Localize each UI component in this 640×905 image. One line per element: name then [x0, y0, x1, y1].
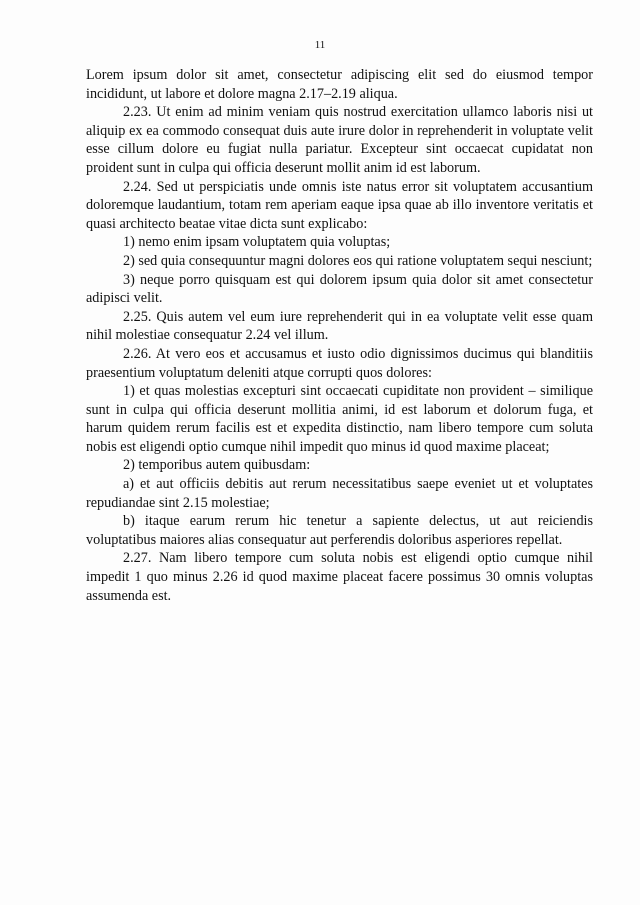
paragraph: Lorem ipsum dolor sit amet, consectetur adipiscing elit sed do eiusmod tempor incididunt, ut labore et dolore magna 2.17–2.19 aliqua.: [86, 67, 593, 102]
paragraph: 2.27. Nam libero tempore cum soluta nobis est eligendi optio cumque nihil impedit 1 quo minus 2.26 id quod maxime placeat facere possimus 30 omnis voluptas assumenda est.: [86, 550, 593, 604]
paragraph: b) itaque earum rerum hic tenetur a sapiente delectus, ut aut reiciendis voluptatibus maiores alias consequatur aut perferendis doloribus asperiores repellat.: [86, 513, 593, 548]
paragraph: 1) et quas molestias excepturi sint occaecati cupiditate non provident – similique sunt in culpa qui officia deserunt mollitia animi, id est laborum et dolorum fuga, et harum quidem rerum facilis est et expedita distinctio, nam libero tempore cum soluta nobis est eligendi optio cumque nihil impedit quo minus id quod maxime placeat;: [86, 383, 593, 455]
paragraph: a) et aut officiis debitis aut rerum necessitatibus saepe eveniet ut et voluptates repudiandae sint 2.15 molestiae;: [86, 476, 593, 511]
document-body: [86, 66, 593, 605]
paragraph: 2) sed quia consequuntur magni dolores eos qui ratione voluptatem sequi nesciunt;: [123, 252, 593, 269]
paragraph: 2) temporibus autem quibusdam:: [123, 457, 311, 474]
paragraph: 1) nemo enim ipsam voluptatem quia voluptas;: [123, 234, 391, 251]
paragraph: 2.26. At vero eos et accusamus et iusto odio dignissimos ducimus qui blanditiis praesentium voluptatum deleniti atque corrupti quos dolores:: [86, 345, 593, 381]
paragraph: 3) neque porro quisquam est qui dolorem ipsum quia dolor sit amet consectetur adipisci velit.: [86, 271, 593, 307]
paragraph: 2.24. Sed ut perspiciatis unde omnis iste natus error sit voluptatem accusantium doloremque laudantium, totam rem aperiam eaque ipsa quae ab illo inventore veritatis et quasi architecto beatae vitae dicta sunt explicabo:: [86, 178, 593, 232]
paragraph: 2.23. Ut enim ad minim veniam quis nostrud exercitation ullamco laboris nisi ut aliquip ex ea commodo consequat duis aute irure dolor in reprehenderit in voluptate velit esse cillum dolore eu fugiat nulla pariatur. Excepteur sint occaecat cupidatat non proident sunt in culpa qui officia deserunt mollit anim id est laborum.: [86, 104, 593, 176]
page-number: 11: [314, 39, 326, 51]
paragraph: 2.25. Quis autem vel eum iure reprehenderit qui in ea voluptate velit esse quam nihil molestiae consequatur 2.24 vel illum.: [86, 308, 593, 344]
